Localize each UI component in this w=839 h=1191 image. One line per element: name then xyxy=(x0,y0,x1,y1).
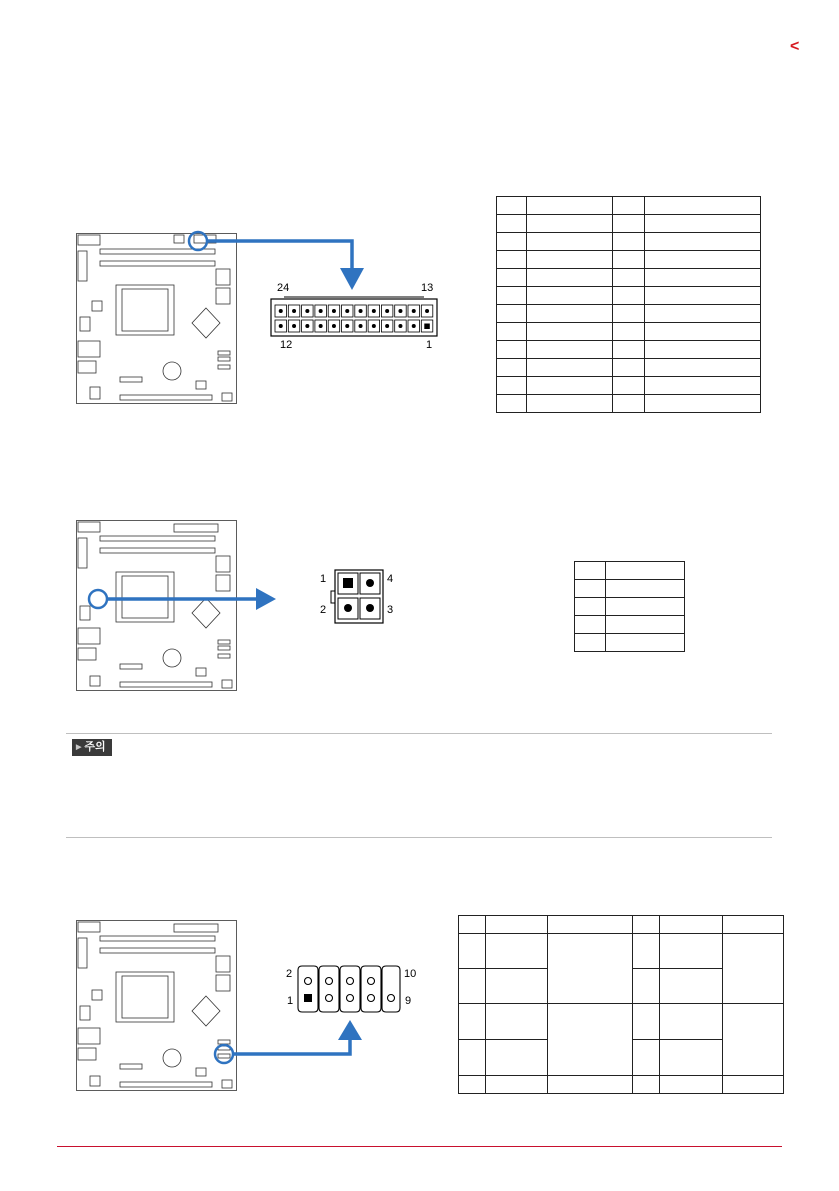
pin-dot xyxy=(359,309,363,313)
table-cell xyxy=(660,969,723,1004)
table-cell xyxy=(497,233,527,251)
table-cell xyxy=(645,323,761,341)
table-cell xyxy=(612,197,645,215)
pin-dot xyxy=(345,324,349,328)
cpu-4pin-connector xyxy=(328,568,386,626)
table-cell xyxy=(645,287,761,305)
table-row xyxy=(497,305,761,323)
table-cell xyxy=(605,562,684,580)
table-cell xyxy=(485,1004,547,1040)
pin-label-3: 3 xyxy=(387,604,394,616)
table-row xyxy=(497,323,761,341)
table-cell xyxy=(497,323,527,341)
pin-dot xyxy=(305,324,309,328)
table-cell xyxy=(526,269,612,287)
pin-label-1: 1 xyxy=(287,995,294,1007)
table-cell xyxy=(645,197,761,215)
table-cell xyxy=(547,934,633,1004)
table-cell xyxy=(526,215,612,233)
table-cell xyxy=(526,287,612,305)
pin-dot xyxy=(319,324,323,328)
table-cell xyxy=(547,916,633,934)
table-cell xyxy=(497,341,527,359)
pin-dot xyxy=(305,309,309,313)
table-cell xyxy=(633,969,660,1004)
footer-rule xyxy=(57,1146,782,1147)
table-cell xyxy=(660,1076,723,1094)
table-cell xyxy=(459,1040,486,1076)
triangle-right-icon: ▶ xyxy=(76,744,82,751)
table-cell xyxy=(526,323,612,341)
table-cell xyxy=(485,969,547,1004)
table-cell xyxy=(547,1076,633,1094)
table-cell xyxy=(497,359,527,377)
pin-label-10: 10 xyxy=(404,968,417,980)
table-row xyxy=(497,287,761,305)
pin-label-9: 9 xyxy=(405,995,412,1007)
table-row xyxy=(497,341,761,359)
pin-dot xyxy=(385,324,389,328)
table-cell xyxy=(459,1004,486,1040)
table-row xyxy=(575,580,685,598)
pin-label-13: 13 xyxy=(421,282,434,294)
table-cell xyxy=(497,287,527,305)
table-cell xyxy=(633,934,660,969)
table-cell xyxy=(497,269,527,287)
pin-dot xyxy=(345,309,349,313)
table-cell xyxy=(605,580,684,598)
table-row xyxy=(459,1076,784,1094)
table-cell xyxy=(575,580,606,598)
pin-dot xyxy=(372,324,376,328)
table-cell xyxy=(497,395,527,413)
table-cell xyxy=(645,377,761,395)
pin-label-24: 24 xyxy=(277,282,290,294)
table-cell xyxy=(660,1040,723,1076)
table-cell xyxy=(645,269,761,287)
table-row xyxy=(497,251,761,269)
pin-dot xyxy=(332,309,336,313)
table-cell xyxy=(633,1004,660,1040)
atx-pin-table xyxy=(496,196,761,413)
pin-dot xyxy=(385,309,389,313)
table-row xyxy=(575,616,685,634)
table-cell xyxy=(526,233,612,251)
table-cell xyxy=(605,616,684,634)
pin-dot xyxy=(372,309,376,313)
pin-label-12: 12 xyxy=(280,339,293,351)
table-cell xyxy=(633,916,660,934)
table-cell xyxy=(612,359,645,377)
table-cell xyxy=(612,341,645,359)
pin-1-square xyxy=(424,324,430,330)
table-cell xyxy=(645,341,761,359)
pin-label-2: 2 xyxy=(286,968,293,980)
table-cell xyxy=(575,616,606,634)
table-row xyxy=(497,377,761,395)
pin-dot xyxy=(398,309,402,313)
table-row xyxy=(575,598,685,616)
arrow-usb xyxy=(210,1018,370,1066)
table-cell xyxy=(485,1040,547,1076)
pin-dot xyxy=(292,324,296,328)
pin-dot xyxy=(425,309,429,313)
table-cell xyxy=(612,287,645,305)
arrow-cpu xyxy=(86,586,278,612)
table-cell xyxy=(526,395,612,413)
table-cell xyxy=(459,1076,486,1094)
pin-dot xyxy=(292,309,296,313)
table-cell xyxy=(645,305,761,323)
pin-dot xyxy=(332,324,336,328)
motherboard-diagram-usb xyxy=(76,920,238,1092)
table-cell xyxy=(660,1004,723,1040)
table-cell xyxy=(497,377,527,395)
table-cell xyxy=(526,305,612,323)
table-cell xyxy=(660,934,723,969)
table-cell xyxy=(633,1040,660,1076)
table-cell xyxy=(645,215,761,233)
note-badge xyxy=(72,739,112,756)
table-cell xyxy=(459,969,486,1004)
cpu-pin-table xyxy=(574,561,685,652)
chevron-left-icon[interactable]: < xyxy=(790,38,800,55)
pin-label-1: 1 xyxy=(320,573,327,585)
pin-label-2: 2 xyxy=(320,604,327,616)
table-cell xyxy=(612,269,645,287)
pin-label-1: 1 xyxy=(426,339,433,351)
table-row xyxy=(497,395,761,413)
table-row xyxy=(459,934,784,969)
table-cell xyxy=(497,251,527,269)
table-cell xyxy=(723,934,784,1004)
pin-label-4: 4 xyxy=(387,573,394,585)
pin-dot xyxy=(359,324,363,328)
table-row xyxy=(459,916,784,934)
table-row xyxy=(497,215,761,233)
usb-10pin-header xyxy=(296,964,402,1014)
table-cell xyxy=(612,377,645,395)
pin-dot xyxy=(279,324,283,328)
table-row xyxy=(575,562,685,580)
table-cell xyxy=(575,598,606,616)
table-row xyxy=(497,269,761,287)
atx-24pin-connector xyxy=(270,296,440,338)
table-cell xyxy=(497,197,527,215)
table-cell xyxy=(485,934,547,969)
table-cell xyxy=(459,934,486,969)
table-cell xyxy=(612,323,645,341)
table-cell xyxy=(645,251,761,269)
table-cell xyxy=(526,341,612,359)
note-bottom-rule xyxy=(66,837,772,838)
table-cell xyxy=(612,395,645,413)
table-row xyxy=(497,359,761,377)
table-cell xyxy=(547,1004,633,1076)
pin-dot xyxy=(398,324,402,328)
note-label: 주의 xyxy=(84,741,106,753)
table-cell xyxy=(612,233,645,251)
table-cell xyxy=(612,251,645,269)
table-cell xyxy=(497,305,527,323)
table-cell xyxy=(645,233,761,251)
table-cell xyxy=(723,1076,784,1094)
table-row xyxy=(497,233,761,251)
table-cell xyxy=(723,916,784,934)
table-row xyxy=(497,197,761,215)
table-cell xyxy=(497,215,527,233)
table-cell xyxy=(605,598,684,616)
table-cell xyxy=(485,916,547,934)
table-cell xyxy=(526,359,612,377)
table-cell xyxy=(612,215,645,233)
table-cell xyxy=(612,305,645,323)
pin-dot xyxy=(279,309,283,313)
table-cell xyxy=(459,916,486,934)
table-cell xyxy=(526,251,612,269)
table-row xyxy=(575,634,685,652)
table-cell xyxy=(645,359,761,377)
table-row xyxy=(459,1004,784,1040)
table-cell xyxy=(605,634,684,652)
table-cell xyxy=(526,197,612,215)
pin-dot xyxy=(412,309,416,313)
table-cell xyxy=(660,916,723,934)
usb-pin-table xyxy=(458,915,784,1094)
note-top-rule xyxy=(66,733,772,734)
table-cell xyxy=(575,634,606,652)
pin-dot xyxy=(412,324,416,328)
pin-dot xyxy=(319,309,323,313)
table-cell xyxy=(645,395,761,413)
table-cell xyxy=(575,562,606,580)
table-cell xyxy=(485,1076,547,1094)
table-cell xyxy=(526,377,612,395)
table-cell xyxy=(633,1076,660,1094)
table-cell xyxy=(723,1004,784,1076)
